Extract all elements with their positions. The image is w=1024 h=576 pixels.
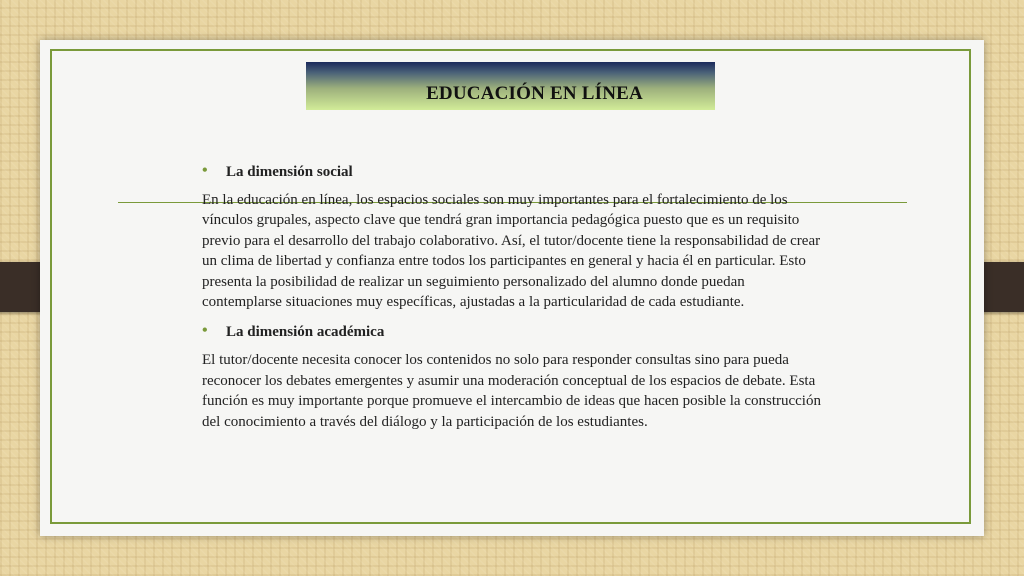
section-heading-social <box>202 162 824 184</box>
slide-title: EDUCACIÓN EN LÍNEA <box>426 83 643 104</box>
bullet-icon: • <box>202 162 208 179</box>
heading-text: La dimensión social <box>226 164 353 180</box>
heading-text: La dimensión académica <box>226 324 385 341</box>
slide-content <box>202 162 824 442</box>
title-band <box>306 62 715 110</box>
bullet-icon: • <box>202 322 208 340</box>
paragraph-academica: El tutor/docente necesita conocer los contenidos no solo para responder consultas sino para pueda reconocer los debates emergentes y asumir una moderación conceptual de los espacios de debate. Esta función es muy importante porque promueve el intercambio de ideas que hacen posible la construcción del conocimiento a través del diálogo y la participación de los estudiantes. <box>202 352 821 430</box>
section-heading-academica <box>202 322 824 344</box>
paragraph-social: En la educación en línea, los espacios sociales son muy importantes para el fortalecimiento de los vínculos grupales, aspecto clave que tendrá gran importancia pedagógica puesto que es un requisito previo para el desarrollo del trabajo colaborativo. Así, el tutor/docente tiene la responsabilidad de crear un clima de libertad y confianza entre todos los participantes en general y hacia él en particular. Esto presenta la posibilidad de realizar un seguimiento personalizado del alumno donde puedan contemplarse situaciones muy específicas, ajustadas a la particularidad de cada estudiante. <box>202 192 821 311</box>
slide-card <box>40 40 984 536</box>
